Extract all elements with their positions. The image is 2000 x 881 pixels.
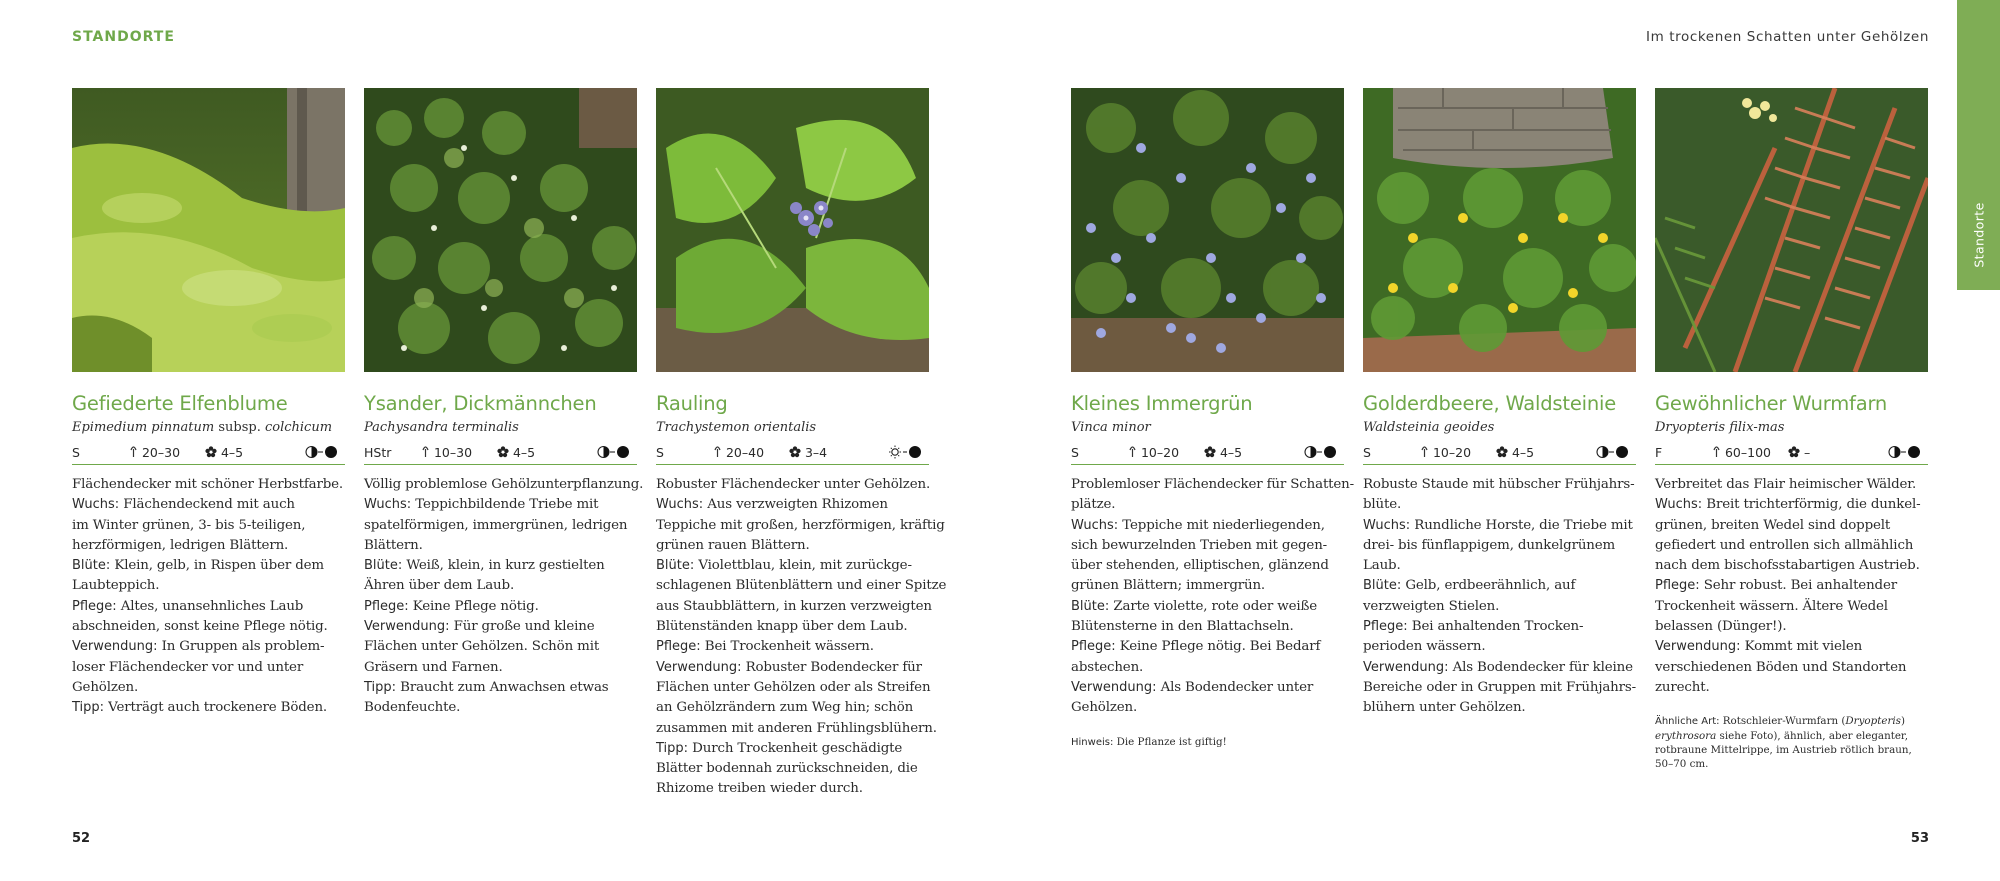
description-line: Verwendung: In Gruppen als problem- <box>72 639 325 655</box>
height-value: 10–20 <box>1432 445 1472 460</box>
description-line: Blütenständen knapp über dem Laub. <box>656 619 908 635</box>
plant-height <box>421 445 472 460</box>
description-line: blüte. <box>1363 497 1402 513</box>
plant-description <box>1363 475 1636 719</box>
half-shade-to-shade-icon <box>1596 445 1630 459</box>
description-line: zusammen mit anderen Frühlingsblühern. <box>656 720 937 736</box>
plant-facts <box>364 442 637 465</box>
description-keyword: Blüte: <box>1071 598 1110 614</box>
bloom-value: 4–5 <box>220 445 244 460</box>
plant-similar-species: Ähnliche Art: Rotschleier-Wurmfarn (Dryopteris) erythrosora siehe Foto), ähnlich, aber eleganter, rotbraune Mittelrippe, im Austrieb rötlich braun, 50–70 cm. <box>1655 715 1912 771</box>
plant-photo <box>1655 88 1928 372</box>
description-line: Blüte: Gelb, erdbeerähnlich, auf <box>1363 578 1576 594</box>
description-keyword: Pflege: <box>1363 619 1408 635</box>
description-line: Laubteppich. <box>72 578 160 594</box>
flower-icon <box>1496 446 1508 458</box>
description-line: an Gehölzrändern zum Weg hin; schön <box>656 700 914 716</box>
plant-latin-name: Vinca minor <box>1071 420 1151 435</box>
description-line: Wuchs: Aus verzweigten Rhizomen <box>656 497 888 513</box>
plant-name: Gewöhnlicher Wurmfarn <box>1655 392 1888 415</box>
growth-type: F <box>1655 445 1663 460</box>
description-line: Tipp: Braucht zum Anwachsen etwas <box>364 679 609 695</box>
plant-card <box>364 88 644 719</box>
bloom-time <box>789 445 827 460</box>
height-icon <box>1712 445 1721 458</box>
description-line: Flächendecker mit schöner Herbstfarbe. <box>72 477 344 492</box>
plant-card <box>656 88 947 800</box>
height-value: 10–30 <box>433 445 473 460</box>
description-keyword: Wuchs: <box>1363 517 1411 533</box>
description-line: Pflege: Bei anhaltenden Trocken- <box>1363 619 1584 635</box>
description-line: Bereiche oder in Gruppen mit Frühjahrs- <box>1363 679 1636 695</box>
bloom-time <box>1788 445 1810 460</box>
description-line: Pflege: Keine Pflege nötig. <box>364 598 539 614</box>
description-keyword: Wuchs: <box>364 497 412 513</box>
bloom-time <box>497 445 535 460</box>
plant-note: Hinweis: Die Pflanze ist giftig! <box>1071 735 1227 748</box>
plant-description <box>1655 475 1928 698</box>
sun-to-shade-icon <box>889 445 923 459</box>
description-line: Verwendung: Robuster Bodendecker für <box>656 659 922 675</box>
description-line: abstechen. <box>1071 659 1144 675</box>
plant-height <box>713 445 764 460</box>
description-line: Blütensterne in den Blattachseln. <box>1071 619 1294 635</box>
height-value: 10–20 <box>1140 445 1180 460</box>
description-line: loser Flächendecker vor und unter <box>72 659 304 675</box>
description-keyword: Verwendung: <box>1655 639 1741 655</box>
section-label: STANDORTE <box>72 29 175 45</box>
half-shade-to-shade-icon <box>305 445 339 459</box>
description-keyword: Wuchs: <box>72 497 120 513</box>
height-icon <box>713 445 722 458</box>
description-line: Teppiche mit großen, herzförmigen, kräftig <box>656 517 945 533</box>
light-requirement <box>889 445 923 461</box>
plant-card <box>1655 88 1928 771</box>
description-line: Gehölzen. <box>72 679 139 695</box>
growth-type: S <box>1071 445 1079 460</box>
flower-icon <box>205 446 217 458</box>
description-line: Robuster Flächendecker unter Gehölzen. <box>656 477 931 492</box>
bloom-value: 4–5 <box>512 445 536 460</box>
light-requirement <box>1888 445 1922 461</box>
description-line: plätze. <box>1071 497 1116 513</box>
description-line: Verwendung: Als Bodendecker unter <box>1071 679 1314 695</box>
description-keyword: Verwendung: <box>72 639 158 655</box>
page-number-left: 52 <box>72 831 91 846</box>
description-keyword: Wuchs: <box>1071 517 1119 533</box>
flower-icon <box>789 446 801 458</box>
description-line: Verbreitet das Flair heimischer Wälder. <box>1655 477 1917 492</box>
plant-description <box>656 475 947 800</box>
description-line: Wuchs: Teppiche mit niederliegenden, <box>1071 517 1325 533</box>
description-line: perioden wässern. <box>1363 639 1486 655</box>
plant-facts <box>1071 442 1344 465</box>
description-line: verschiedenen Böden und Standorten <box>1655 659 1907 675</box>
light-requirement <box>1304 445 1338 461</box>
description-line: Robuste Staude mit hübscher Frühjahrs- <box>1363 477 1635 492</box>
description-keyword: Pflege: <box>364 598 409 614</box>
description-line: Pflege: Bei Trockenheit wässern. <box>656 639 874 655</box>
description-keyword: Pflege: <box>1071 639 1116 655</box>
flower-icon <box>1788 446 1800 458</box>
description-line: Blätter bodennah zurückschneiden, die <box>656 761 918 777</box>
light-requirement <box>305 445 339 461</box>
description-line: sich bewurzelnden Trieben mit gegen- <box>1071 537 1328 553</box>
plant-photo <box>72 88 345 372</box>
description-line: Wuchs: Teppichbildende Triebe mit <box>364 497 599 513</box>
light-requirement <box>1596 445 1630 461</box>
description-line: aus Staubblättern, in kurzen verzweigten <box>656 598 932 614</box>
plant-facts <box>656 442 929 465</box>
height-value: 60–100 <box>1724 445 1771 460</box>
description-line: nach dem bischofsstabartigen Austrieb. <box>1655 558 1920 574</box>
plant-height <box>1128 445 1179 460</box>
growth-type: HStr <box>364 445 392 460</box>
plant-facts <box>72 442 345 465</box>
plant-name: Rauling <box>656 392 728 415</box>
side-tab[interactable] <box>1957 0 2000 290</box>
flower-icon <box>497 446 509 458</box>
description-line: drei- bis fünflappigem, dunkelgrünem <box>1363 537 1616 553</box>
description-line: Wuchs: Flächendeckend mit auch <box>72 497 295 513</box>
description-line: Pflege: Altes, unansehnliches Laub <box>72 598 304 614</box>
description-line: Blüte: Zarte violette, rote oder weiße <box>1071 598 1318 614</box>
description-line: Problemloser Flächendecker für Schatten- <box>1071 477 1355 492</box>
description-keyword: Tipp: <box>72 700 105 716</box>
bloom-value: 4–5 <box>1511 445 1535 460</box>
description-line: Flächen unter Gehölzen oder als Streifen <box>656 679 931 695</box>
description-keyword: Verwendung: <box>1071 679 1157 695</box>
plant-card <box>72 88 345 719</box>
page-number-right: 53 <box>1910 831 1929 846</box>
description-line: Verwendung: Für große und kleine <box>364 619 595 635</box>
description-line: Rhizome treiben wieder durch. <box>656 781 863 797</box>
description-line: herzförmigen, ledrigen Blättern. <box>72 537 289 553</box>
growth-type: S <box>1363 445 1371 460</box>
half-shade-to-shade-icon <box>1304 445 1338 459</box>
description-line: Trockenheit wässern. Ältere Wedel <box>1655 598 1888 614</box>
description-line: Blättern. <box>364 537 423 553</box>
bloom-value: 4–5 <box>1219 445 1243 460</box>
bloom-time <box>1204 445 1242 460</box>
plant-description <box>72 475 345 719</box>
description-line: Tipp: Durch Trockenheit geschädigte <box>656 740 903 756</box>
description-line: Gehölzen. <box>1071 700 1138 716</box>
description-line: grünen Blättern; immergrün. <box>1071 578 1266 594</box>
description-keyword: Blüte: <box>364 558 403 574</box>
description-line: gefiedert und entrollen sich allmählich <box>1655 537 1914 553</box>
description-keyword: Pflege: <box>1655 578 1700 594</box>
plant-latin-name: Waldsteinia geoides <box>1363 420 1495 435</box>
description-keyword: Blüte: <box>656 558 695 574</box>
plant-photo <box>1363 88 1636 372</box>
height-value: 20–40 <box>725 445 765 460</box>
plant-description <box>364 475 644 719</box>
description-keyword: Blüte: <box>72 558 111 574</box>
height-icon <box>421 445 430 458</box>
description-line: grünen rauen Blättern. <box>656 537 810 553</box>
description-line: Wuchs: Breit trichterförmig, die dunkel- <box>1655 497 1921 513</box>
bloom-value: – <box>1803 445 1811 460</box>
description-line: Blüte: Weiß, klein, in kurz gestielten <box>364 558 605 574</box>
description-keyword: Verwendung: <box>364 619 450 635</box>
flower-icon <box>1204 446 1216 458</box>
description-line: Völlig problemlose Gehölzunterpflanzung. <box>364 477 644 492</box>
plant-photo <box>1071 88 1344 372</box>
plant-name: Gefiederte Elfenblume <box>72 392 288 415</box>
description-line: im Winter grünen, 3- bis 5-teiligen, <box>72 517 306 533</box>
description-line: Pflege: Keine Pflege nötig. Bei Bedarf <box>1071 639 1321 655</box>
description-keyword: Tipp: <box>364 679 397 695</box>
description-line: Laub. <box>1363 558 1401 574</box>
light-requirement <box>597 445 631 461</box>
description-line: abschneiden, sonst keine Pflege nötig. <box>72 619 328 635</box>
bloom-value: 3–4 <box>804 445 828 460</box>
description-line: Wuchs: Rundliche Horste, die Triebe mit <box>1363 517 1633 533</box>
description-line: belassen (Dünger!). <box>1655 619 1787 635</box>
description-line: schlagenen Blütenblättern und einer Spitze <box>656 578 947 594</box>
description-line: spatelförmigen, immergrünen, ledrigen <box>364 517 628 533</box>
height-icon <box>1128 445 1137 458</box>
half-shade-to-shade-icon <box>597 445 631 459</box>
plant-height <box>129 445 180 460</box>
height-icon <box>1420 445 1429 458</box>
description-line: Gräsern und Farnen. <box>364 659 503 675</box>
height-value: 20–30 <box>141 445 181 460</box>
plant-card <box>1363 88 1636 719</box>
chapter-title: Im trockenen Schatten unter Gehölzen <box>1646 29 1929 45</box>
plant-facts <box>1363 442 1636 465</box>
description-line: Tipp: Verträgt auch trockenere Böden. <box>72 700 328 716</box>
description-keyword: Wuchs: <box>656 497 704 513</box>
plant-name: Kleines Immergrün <box>1071 392 1253 415</box>
growth-type: S <box>72 445 80 460</box>
description-line: grünen, breiten Wedel sind doppelt <box>1655 517 1891 533</box>
description-line: zurecht. <box>1655 679 1710 695</box>
plant-height <box>1712 445 1771 460</box>
plant-facts <box>1655 442 1928 465</box>
plant-height <box>1420 445 1471 460</box>
plant-card <box>1071 88 1355 750</box>
description-keyword: Verwendung: <box>656 659 742 675</box>
bloom-time <box>1496 445 1534 460</box>
side-tab-label: Standorte <box>1971 202 1986 268</box>
description-line: Flächen unter Gehölzen. Schön mit <box>364 639 600 655</box>
description-line: Blüte: Violettblau, klein, mit zurückge- <box>656 558 912 574</box>
description-line: Bodenfeuchte. <box>364 700 461 716</box>
description-keyword: Wuchs: <box>1655 497 1703 513</box>
plant-description <box>1071 475 1355 719</box>
description-line: verzweigten Stielen. <box>1363 598 1500 614</box>
description-keyword: Pflege: <box>72 598 117 614</box>
plant-photo <box>656 88 929 372</box>
description-keyword: Pflege: <box>656 639 701 655</box>
bloom-time <box>205 445 243 460</box>
half-shade-to-shade-icon <box>1888 445 1922 459</box>
description-line: Verwendung: Als Bodendecker für kleine <box>1363 659 1633 675</box>
plant-latin-name: Dryopteris filix-mas <box>1655 420 1785 435</box>
plant-latin-name: Epimedium pinnatum subsp. colchicum <box>72 420 333 435</box>
description-line: Pflege: Sehr robust. Bei anhaltender <box>1655 578 1897 594</box>
plant-latin-name: Trachystemon orientalis <box>656 420 817 435</box>
description-line: Ähren über dem Laub. <box>364 578 515 594</box>
growth-type: S <box>656 445 664 460</box>
plant-photo <box>364 88 637 372</box>
description-line: über stehenden, elliptischen, glänzend <box>1071 558 1329 574</box>
plant-name: Ysander, Dickmännchen <box>364 392 597 415</box>
plant-latin-name: Pachysandra terminalis <box>364 420 519 435</box>
description-keyword: Verwendung: <box>1363 659 1449 675</box>
description-line: Verwendung: Kommt mit vielen <box>1655 639 1863 655</box>
description-keyword: Blüte: <box>1363 578 1402 594</box>
description-line: Blüte: Klein, gelb, in Rispen über dem <box>72 558 324 574</box>
height-icon <box>129 445 138 458</box>
description-keyword: Tipp: <box>656 740 689 756</box>
plant-name: Golderdbeere, Waldsteinie <box>1363 392 1617 415</box>
description-line: blühern unter Gehölzen. <box>1363 700 1526 716</box>
